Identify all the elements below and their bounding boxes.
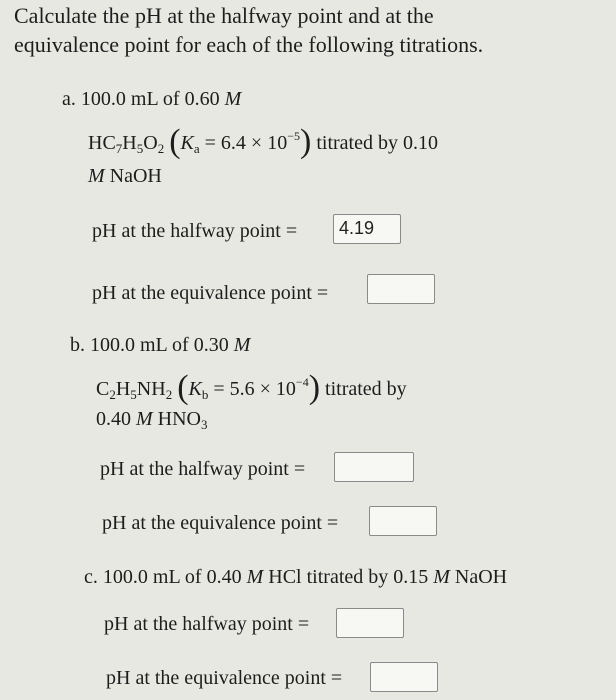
part-a-k-value: = 6.4 × 10: [204, 132, 288, 154]
part-b-line-1: [70, 334, 250, 357]
part-c-halfway-label: pH at the halfway point =: [104, 613, 310, 635]
part-b-line-3: [96, 408, 208, 431]
part-c-text-1: 100.0 mL of 0.40: [102, 566, 242, 588]
part-b-conc-unit: M: [233, 334, 251, 356]
part-b-equivalence-input[interactable]: [369, 506, 437, 536]
close-paren: ): [300, 123, 312, 160]
part-a-k-sub: a: [193, 141, 200, 156]
part-b-titrated: titrated by: [325, 378, 407, 400]
part-c-label: c.: [84, 566, 98, 588]
part-b-acid: $HNO_3$: [157, 408, 208, 432]
part-c-equivalence-label: pH at the equivalence point =: [106, 667, 343, 689]
part-c-acid: HCl: [268, 566, 302, 588]
part-a-k-exp: −5: [287, 129, 300, 143]
part-a-line-1: [62, 88, 241, 111]
part-a-label: a.: [62, 88, 76, 110]
part-b-label: b.: [70, 334, 85, 356]
part-b-volume: 100.0 mL of 0.30: [90, 334, 229, 356]
part-a-equivalence-input[interactable]: [367, 274, 435, 304]
part-a-base: NaOH: [109, 165, 162, 187]
part-a-line-3: [88, 165, 162, 188]
part-b-line-2: [96, 366, 407, 404]
part-b-acid-conc: 0.40: [96, 408, 131, 430]
part-b-k-sub: b: [201, 387, 209, 402]
close-paren: ): [308, 369, 321, 406]
part-c-base: NaOH: [454, 566, 508, 588]
part-c-equivalence-input[interactable]: [370, 662, 438, 692]
part-a-volume: 100.0 mL of 0.60: [80, 88, 220, 110]
question-text-line-1: Calculate the pH at the halfway point and at the: [14, 3, 434, 28]
part-a-halfway-label: pH at the halfway point =: [92, 220, 298, 242]
part-c-halfway-input[interactable]: [336, 608, 404, 638]
part-b-equivalence-label: pH at the equivalence point =: [102, 512, 339, 534]
part-b-k-symbol: K: [188, 378, 202, 400]
part-c-line-1: [84, 566, 507, 589]
part-b-halfway-input[interactable]: [334, 452, 414, 482]
part-b-k-exp: −4: [295, 375, 309, 389]
part-a-formula: $HC_7H_5O_2$: [88, 132, 165, 156]
part-a-base-unit: M: [88, 165, 105, 187]
open-paren: (: [169, 123, 181, 160]
part-b-acid-unit: M: [136, 408, 153, 430]
part-c-unit-2: M: [433, 566, 450, 588]
part-c-unit-1: M: [246, 566, 264, 588]
part-a-conc-unit: M: [224, 88, 242, 110]
part-a-equivalence-label: pH at the equivalence point =: [92, 282, 329, 304]
part-a-titrated: titrated by 0.10: [316, 132, 438, 154]
question-text-line-2: equivalence point for each of the following titrations.: [14, 32, 484, 57]
part-a-halfway-input[interactable]: 4.19: [333, 214, 401, 244]
open-paren: (: [177, 369, 189, 406]
part-b-halfway-label: pH at the halfway point =: [100, 458, 306, 480]
part-b-formula: $C_2H_5NH_2$: [96, 378, 173, 402]
part-b-k-value: = 5.6 × 10: [213, 378, 296, 400]
part-a-k-symbol: K: [180, 132, 194, 154]
part-c-text-2: titrated by 0.15: [306, 566, 429, 588]
part-a-line-2: [88, 120, 438, 158]
